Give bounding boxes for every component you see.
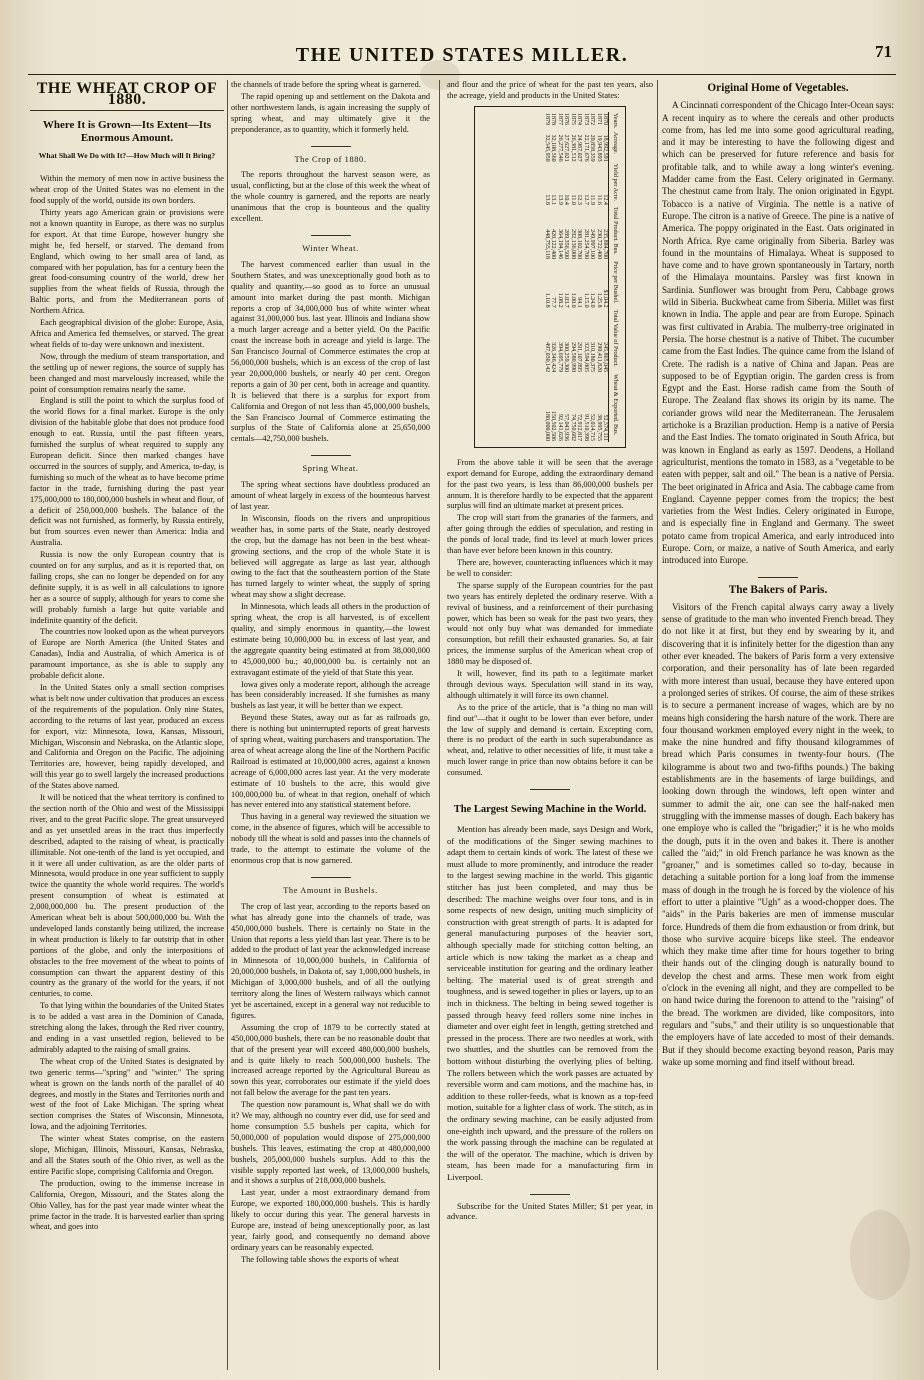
article-subtitle: Where It is Grown—Its Extent—Its Enormous Amount. (42, 118, 212, 144)
masthead-title: THE UNITED STATES MILLER. (295, 44, 629, 66)
section-heading: The Crop of 1880. (294, 154, 367, 164)
table-cell: 52,014,715 (589, 413, 596, 441)
paragraph: and flour and the price of wheat for the past ten years, also the acreage, yield and products in the United States: (447, 80, 653, 100)
section-heading: The Amount in Bushels. (283, 885, 378, 895)
paragraph: Thus having in a general way reviewed the situation we come, in the absence of figures, which will be accessible to nobody till the wheat is sold and passes into the channels of trade, to the attempt to estimate the volume of the enormous crop that is now garnered. (231, 812, 430, 865)
paragraph: Thirty years ago American grain or provisions were not a known quantity in Europe, as there was no surplus for export. At that time Europe, however hungry she might be, fed herself, or starved. The demand from England, which owing to her small area of land, as compared with her population, has for a century been the great food-consuming country of the world, drew her supplies from the wheat fields of Russia, through the Baltic ports, and from the Mediterranean ports of Northern Africa. (30, 208, 224, 316)
table-header: Yield per Acre. (609, 162, 620, 205)
table-row (583, 112, 590, 442)
table-cell: 448,755,118 (544, 229, 550, 259)
masthead (28, 40, 896, 75)
section-divider (530, 789, 570, 790)
table-cell: 32,545,950 (544, 134, 550, 162)
section-divider (311, 455, 351, 456)
table-cell: 10.4 (563, 194, 570, 205)
table-row (589, 112, 596, 442)
table-cell: 32,108,560 (550, 134, 557, 162)
paragraph: The winter wheat States comprise, on the eastern slope, Michigan, Illinois, Missouri, Kansas, Nebraska, and all the States south of the Ohio river, as well as the entire Pacific slope, comprising California and Oregon. (30, 1134, 224, 1176)
table-cell: 52,574,111 (602, 414, 609, 441)
section-heading: Winter Wheat. (302, 243, 359, 253)
article-title: THE WHEAT CROP OF 1880. (30, 84, 224, 111)
table-header: Total Product. Bus. (609, 206, 620, 260)
table-cell: 1878 (550, 112, 557, 125)
paragraph: The production, owing to the immense increase in California, Oregon, Missouri, and the States along the Ohio Valley, has for the past year made winter wheat the prime factor in the trade. It is harvested earlier than spring wheat, and goes into (30, 1178, 224, 1232)
section-divider (311, 235, 351, 236)
paragraph: The countries now looked upon as the wheat purveyors of Europe are North America (the United States and Canadas), India and Australia, of which America is of paramount importance, as she is able to supply any probable deficit alone. (30, 627, 224, 681)
table-row (596, 112, 603, 442)
paragraph: Assuming the crop of 1879 to be correctly stated at 450,000,000 bushels, there can be no reasonable doubt that that of the present year will exceed 480,000,000 bushels, and is quite likely to reach 500,000,000 bushels. The increased acreage reported by the Agricultural Bureau as sown this year, corroborates our estimate if the yield does not fall below the average for the past ten years. (231, 1022, 430, 1098)
table-cell: 1875 (570, 112, 576, 125)
table-cell: 394,695,779 (557, 341, 563, 372)
table-cell: 323,594,805 (583, 341, 589, 372)
table-cell: 1.03.7 (563, 292, 570, 308)
table-cell: 230,722,400 (596, 228, 602, 259)
table-row (563, 112, 570, 442)
table-cell: 1.08.2 (557, 292, 563, 308)
section-heading: Spring Wheat. (302, 464, 359, 474)
paragraph: Each geographical division of the globe: Europe, Asia, Africa and America fed themselves, or starved. The great wheat fields of to-day were unknown and inexistent. (30, 318, 224, 349)
paragraph: England is still the point to which the surplus food of the world flows for a final market. Europe is the only division of the habitable globe that does not produce food enough to eat. Russia, until the past fifteen years, furnished the surplus of wheat required to supply any European deficit. Since then marked changes have occurred in the sources of supply, and America, to-day, is furnishing so much of the wheat as to have become prime factor in the trade, furnishing during the past year 175,000,000 to 180,000,000 bushels in wheat and flour, of a deficit of 250,000,000 bushels. The balance of the deficit was not furnished, as formerly, by Russia entirely, but from sources even newer than America: India and Australia. (30, 396, 224, 548)
table-cell: 26,381,512 (570, 134, 576, 162)
table-cell: 245,865,045 (602, 341, 609, 372)
paragraph: The rapid opening up and settlement on the Dakota and other northwestern lands, is again increasing the supply of spring wheat, and may ultimately give it the preponderance, as to quantity, which it formerly held. (231, 91, 430, 134)
table-cell: 13.8 (544, 194, 550, 205)
paragraph: Mention has already been made, says Design and Work, of the modifications of the Singer sewing machines to adapt them to certain kinds of work. The latest of these we must allude to more prominently, and introduce the reader to the largest sewing machine in the world. This gigantic stitcher has just been completed, and may thus be described: The machine weighs over four tons, and is in some respects of new design, uniting much simplicity of construction with great strength of parts. It is adapted for general manufacturing purposes of the heavier sort, although specially made for stitching cotton belting, an article which is now taking the market as a cheap and serviceable institution for gearing and the ordinary leather belting. The material used is of great strength and toughness, and is sewed together in plies or layers, up to an inch in thickness. The belting in being sewed together is passed through heavy feed rollers some nine inches in diameter and over eight feet in length, getting stretched and pressed in the process. There are two needles at work, with two shuttles, and the shuttles can be removed from the bottom without disturbing the overlying plies of belting. The rollers between which the work passes are actuated by reversible worm and cam motions, and the machine has, in addition to these roller-feeds, what is known as a top-feed motion, suitable for a lighter class of work. The stitch, as in the ordinary sewing machine, can be easily adjusted from one-eighth inch upward, and the pressure of the rollers on the work passing through the machine can be regulated at the will of the operator. The machine, which is driven by steam, has been made for a manufacturing firm in Liverpool. (447, 824, 653, 1182)
table-cell: 24,967,027 (576, 134, 583, 162)
table-cell: 19,943,893 (596, 134, 602, 162)
table-cell: 22,171,676 (583, 134, 589, 162)
subscribe-notice: Subscribe for the United States Miller; $1 per year, in advance. (447, 1200, 653, 1222)
section-divider (530, 1194, 570, 1195)
table-cell: 180,000,000 (544, 410, 550, 441)
wheat-statistics-table (474, 106, 626, 448)
table-cell: 326,346,424 (550, 341, 557, 372)
column-4 (662, 80, 894, 1370)
paragraph: In Minnesota, which leads all others in the production of spring wheat, the crop is all harvested, is of excellent quality, and simply enormous in quantity,—the lowest estimate being 10,000,000 bu. in excess of last year, and the aggregate quantity being estimated at from 38,000,000 to 45,000,000 bu.; 40,000,000 bu. is certainly not an extravagant estimate of the yield of that State this year. (231, 602, 430, 677)
table-cell: 11.0 (570, 194, 576, 205)
article-title: The Bakers of Paris. (728, 583, 828, 596)
column-rule (227, 80, 228, 1370)
table-cell: 11.6 (596, 194, 602, 205)
table-cell: 1874 (576, 112, 583, 125)
table-cell: 26,277,546 (557, 134, 563, 162)
table-cell: 91,510,398 (583, 413, 589, 441)
table-cell: 12.4 (602, 194, 609, 205)
paragraph: The following table shows the exports of wheat (241, 1254, 399, 1264)
table-cell: 94.1 (576, 296, 583, 308)
table-cell: 1876 (563, 112, 570, 125)
table-cell: 235,884,700 (602, 228, 609, 259)
table-cell: 1.25.8 (596, 292, 602, 308)
paragraph: The harvest commenced earlier than usual in the Southern States, and was unexceptionally good both as to quality and quantity,—so good as to force an unusual amount into market during the past month. Michigan reports a crop of 34,000,000 bus of white winter wheat against 31,000,000 bus. last year. Illinois and Indiana show a much larger acreage and a better yield. On the Pacific coast the increase both in acreage and yield is large. The San Francisco Journal of Commerce estimates the crop at 56,000,000 bushels, which is an excess of the crop of last year 20,000,000 bushels, or nearly 40 per cent. Oregon reports a gain of 30 per cent, both in acreage and quantity. It is believed that there is a surplus for export from California and Oregon of not less than 45,000,000 bushels, the San Francisco Journal of Commerce estimating the surplus of the State of California alone at 25,650,000 centals—42,750,000 bushels. (231, 259, 430, 444)
column-rule (439, 80, 440, 1370)
table-cell: 294,580,990 (570, 341, 576, 372)
table-cell: 292,136,000 (570, 228, 576, 259)
table-cell: 57,043,936 (563, 413, 570, 441)
table-cell: 20,858,359 (589, 134, 596, 162)
table-cell: 77.7 (550, 296, 557, 308)
table-cell: 38,995,755 (596, 413, 602, 441)
table-cell: 1.00.0 (570, 292, 576, 308)
table-cell: 1873 (583, 112, 589, 125)
table-cell: 12.7 (583, 194, 589, 205)
table-cell: 300,259,300 (563, 341, 570, 372)
paragraph: Beyond these States, away out as far as railroads go, there is nothing but uninterrupted reports of great harvests of spring wheat, waiting purchasers and transportation. The area of wheat acreage along the line of the Northern Pacific Railroad is estimated at 10,000,000 acres, against a known acreage of 6,000,000 acres last year. At the very moderate estimate of 10 bushels to the acre, this would give 100,000,000 bu. of wheat in that region, onehalf of which has never entered into any statistical statement before. (231, 713, 430, 810)
table-cell: 12.3 (576, 194, 583, 205)
table-row (557, 112, 564, 442)
paragraph: It will be noticed that the wheat territory is confined to the section north of the Ohio and west of the Mississippi river, and to the great Pacific slope. The great unsurveyed and as yet unsettled areas in the tract thus imperfectly described, adapted to the raising of wheat, is practically illimitable. Not one-tenth of the land is yet occupied, and it it were all under cultivation, as are the older parts of Minnesota, would produce in one year sufficient to supply twice the quantity the whole world requires. The world's present consumption of wheat is estimated at 2,000,000,000 bu. The present production of the American wheat belt is about 500,000,000 bu. With the undeveloped lands constantly being utilized, the increase in wheat production is likely to far outstrip that in other portions of the globe, and only the interpositions of obstacles to the free movement of the wheat to points of consumption can thwart the apparent destiny of this country as the granary of the world for the years, if not centuries, to come. (30, 793, 224, 999)
table-cell: 1.15.0 (583, 292, 589, 308)
table-cell: 291,107,895 (576, 341, 583, 372)
paragraph: From the above table it will be seen that the average export demand for Europe, adding the extraordinary demand for the past two years, is less than 86,000,000 bushels per annum. It is therefore hardly to be expected that the apparent surplus will find an ultimate market at present prices. (447, 457, 653, 511)
article-subtitle-2: What Shall We Do with It?—How Much will It Bring? (38, 150, 216, 160)
paragraph: In Wisconsin, floods on the rivers and unpropitious weather has, in some parts of the State, nearly destroyed the crop, but the damage has not been in the best wheat-growing sections, and the crop of the whole State it is believed will aggregate as large as last year, although owing to the fact that the southeastern portion of the State has turned largely to winter wheat, the supply of spring wheat may show a slight decrease. (231, 513, 430, 600)
section-divider (311, 146, 351, 147)
table-cell: 1879 (544, 112, 550, 125)
table-cell: $1.04.2 (602, 289, 609, 308)
table-cell: 281,254,700 (583, 228, 589, 259)
page-number: 71 (875, 42, 892, 61)
table-header: Years. (609, 112, 620, 131)
paragraph: As to the price of the article, that is "a thing no man will find out"—that it ought to be lower than ever before, under the law of supply and demand is certain. Excepting corn, there is no product of the earth in such superabundance as wheat, and, relative to other necessities of life, it must take a much lower range in price than now obtains before it can be consumed. (447, 702, 653, 778)
table-header: Total Value of Product. (609, 308, 620, 373)
table-cell: 364,194,146 (557, 228, 563, 259)
table-cell: 13.1 (550, 194, 557, 205)
section-divider (758, 577, 798, 578)
table-row (576, 112, 583, 442)
paragraph: It will, however, find its path to a legitimate market through devious ways. Speculation will stand in its way, although ultimately it will force its own channel. (447, 669, 653, 700)
paragraph: Last year, under a most extraordinary demand from Europe, we exported 180,000,000 bushels. This is hardly likely to occur during this year. The general harvests in Europe are, instead of being unexceptionally poor, as last year, fairly good, and consequently no demand above ordinary years can be reasonably expected. (231, 1188, 430, 1252)
table-row (544, 112, 551, 442)
table-row (602, 112, 609, 442)
table-header: Price per Bushel. (609, 260, 620, 309)
table-header: Wheat & Exported. Bus. (609, 373, 620, 442)
table-cell: 1872 (589, 112, 596, 125)
table-cell: 290,411,820 (596, 342, 602, 372)
paragraph: The question now paramount is, What shall we do with it? We may, although no country ever did, use for seed and home consumption 5.5 bushels per capita, which for 50,000,000 of population would dispose of 275,000,000 bushels. This leaves, estimating the crop at 480,000,000 bushels, 205,000,000 bushels surplus. Add to this the visible supply reported last week, of 13,000,000 bushels, and it shows a surplus of 218,000,000 bushels. (231, 1100, 430, 1186)
table-cell: 92,141,626 (557, 413, 563, 441)
table-cell: 1.10.8 (544, 292, 550, 308)
paragraph: Russia is now the only European country that is counted on for any surplus, and as it is reported that, on failing crops, she can no longer be depended on for any definite supply, it is as well in all calculations to ignore her as a source of supply, although for years to come she will probably furnish a large but quite variable and indefinite quantity of the deficit. (30, 550, 224, 625)
table-cell: 289,356,500 (563, 228, 570, 259)
column-rule (657, 80, 658, 1370)
table-header: Acreage. (609, 131, 620, 163)
table-cell: 1877 (557, 112, 563, 125)
paragraph: The crop will start from the granaries of the farmers, and after going through the eddies of speculation, and resting in the ponds of local trade, find its level at much lower prices than have ever before been known in this country. (447, 513, 653, 556)
table-cell: 74,750,682 (570, 413, 576, 441)
table-cell: 497,030,142 (544, 341, 550, 372)
paragraph: There are, however, counteracting influences which it may be well to consider: (447, 557, 653, 578)
table-cell: 27,627,021 (563, 134, 570, 162)
table-cell: 11.9 (589, 194, 596, 205)
paragraph: To that lying within the boundaries of the United States is to be added a vast area in the Dominion of Canada, stretching along the lakes, through the Red river country, and ending in a vast unsettled region, believed to be admirably adapted to the raising of small grains. (30, 1001, 224, 1054)
paragraph: The wheat crop of the United States is designated by two generic terms—"spring" and "winter." The spring wheat is grown on the lands north of the parallel of 40 degrees, and mostly in the States and Territories north and west of the foot of Lake Michigan. The spring wheat section comprises the States of Wisconsin, Minnesota, Iowa, and the adjoining Territories. (30, 1056, 224, 1132)
paragraph: The sparse supply of the European countries for the past two years has entirely depleted the ordinary reserve. With a revival of business, and a reinforcement of their purchasing power, which has been so weak for the past two years, they would not only buy what was demanded for immediate consumption, but refill their exhausted granaries. So, at fair prices, the immense surplus of the American wheat crop of 1880 may be disposed of. (447, 580, 653, 667)
article-title: Original Home of Vegetables. (707, 82, 849, 94)
section-divider (311, 877, 351, 878)
table-cell: 1871 (596, 112, 602, 125)
column-2 (231, 80, 430, 1370)
table-cell: 1.24.0 (589, 292, 596, 308)
table-cell: 1870 (602, 112, 609, 125)
paragraph: The reports throughout the harvest season were, as usual, conflicting, but at the close of this week the wheat of the whole country is garnered, and the reports are nearly unanimous that the crop is bounteous and the quality excellent. (231, 170, 430, 224)
table-row (570, 112, 577, 442)
table-cell: 13.9 (557, 194, 563, 205)
paragraph: The spring wheat sections have doubtless produced an amount of wheat largely in excess of the bounteous harvest of last year. (231, 480, 430, 511)
paragraph: A Cincinnati correspondent of the Chicago Inter-Ocean says: A recent inquiry as to where the cereals and other products come from, has led me into some good agricultural reading, and it may be interesting to have the following digest and which can be preserved for future reference and basis for profitable talk, and to while away a long winter's evening. Madder came from the East. Celery originated in Germany. The chestnut came from Italy. The onion originated in Egypt. Tobacco is a native of Virginia. The nettle is a native of Europe. The citron is a native of Greece. The pine is a native of America. The poppy originated in the East. Oats originated in North Africa. Rye came originally from Siberia. Barley was found in the mountains of Himalaya. Wheat is supposed to have come and to have grown spontaneously in Tartary, north of the Himalaya mountains. Parsley was first known in Sardinia. Sunflower was brought from Peru, Cabbage grows wild in Siberia. Buckwheat came from Siberia. Millet was first known in India. The apple and pear are from Europe. Spinach was first cultivated in Arabia. The mulberry-tree originated in Persia. The horse chestnut is a native of Thibet. The cucumber came from the East Indies. The quince came from the Island of Crete. The radish is a native of China and Japan. Peas are supposed to be of Egyptian origin. The garden cress is from Egypt and the East. Horse radish came from the South of Europe. The Zealand flax shows its origin by its name. The coriander grows wild near the Mediterranean. The Jerusalem artichoke is a Brazilian production. Hemp is a native of Persia and the East Indies. The tomato originated in South Africa, but was known in England as early as 1597. Deodens, a Holland agriculturist, mentions the tomato in 1583, as a "vegetable to be eaten with pepper, salt and oil." The bean is a native of Persia. The beet originated in Africa and Asia. The cabbage came from England. Cayenne pepper comes from the tropics; the best varieties from the West Indies. Celery originated in Europe, and is especially fine in England and Germany. The sweet potato came from tropical America, and early introduced into Europe. Corn, or maize, a native of South America, and early introduced into Europe. (662, 100, 894, 566)
table-cell: 150,502,506 (550, 410, 557, 441)
table-row (550, 112, 557, 442)
table-cell: 249,997,100 (589, 228, 596, 259)
table-cell: 310,180,375 (589, 341, 596, 372)
paragraph: Iowa gives only a moderate report, although the acreage has been considerably increased. If she furnishes as many bushels as last year, it will be better than we expect. (231, 679, 430, 711)
table-cell: 420,122,400 (550, 228, 557, 259)
column-1 (30, 80, 224, 1370)
table-cell: 308,102,700 (576, 228, 583, 259)
table-cell: 72,912,817 (576, 413, 583, 441)
paragraph: Now, through the medium of steam transportation, and the settling up of newer regions, the source of supply has been changed and most marvelously increased, while the point of consumption remains nearly the same. (30, 351, 224, 394)
paragraph: The crop of last year, according to the reports based on what has already gone into the channels of trade, was 450,000,000 bushels. There is certainly no State in the Union that reports a less yield than last year. There is to be added to the product of last year the acknowledged increase in Minnesota of 10,000,000 bushels, in California of 20,000,000 bushels, in Dakota of, say 1,000,000 bushels, in Michigan of 3,000,000 bushels, and of all the outlying territory along the lines of Western railways which cannot yet be ascertained, except in a general way not reducible to figures. (231, 901, 430, 1020)
paragraph: the channels of trade before the spring wheat is garnered. (231, 80, 421, 89)
paragraph: Within the memory of men now in active business the wheat crop of the United States was no element in the food supply of the world, outside its own borders. (30, 174, 224, 206)
column-3 (447, 80, 653, 1370)
paragraph: In the United States only a small section comprises what is belt now under cultivation that produces an excess of the requirements of the population. Only nine States, according to the returns of last year, produced an excess for export, viz: Minnesota, Iowa, Kansas, Missouri, Michigan, Wisconsin and Nebraska, on the Atlantic slope, and California and Oregon on the Pacific. The adjoining Territories are, however, being rapidly developed, and will this year go to swell largely the increased productions of the States above named. (30, 683, 224, 791)
article-title: The Largest Sewing Machine in the World. (453, 804, 647, 816)
table-cell: 18,992,591 (602, 134, 609, 162)
paragraph: Visitors of the French capital always carry away a lively sense of gratitude to the man who invented French bread. They do not like it at first, but they end by swearing by it, and discovering that it is infinitely better for the digestion than any other ever kneaded. The bakers of Paris form a very extensive corporation, and their personality has of late been regarded with more interest than usual, because they have entered upon a prolonged series of strikes. Of course, the aim of these strikes is to secure a permanent increase of wages, which are by no means high considering the harsh nature of the work. There are four thousand workmen employed every night in the week, to make the nine hundred and fifty thousand kilogrammes of bread which Paris consumes in twenty-four hours. (The kilogramme is about two and two-fifths pounds.) The baking establishments are in the basements of large buildings, and looking down through the windows, left open winter and summer to admit the air, one can see the half-naked men struggling with the immense masses of dough. Each bakery has one employe who is called the "brigadier;" it is he who molds the dough, puts it in the oven and bakes it. There is another called the "aid;" in old French parlance he was known as the "groaner," and is sometimes called so to-day, because in detaching a suitable portion for a long loaf from the immense mass of dough in the trough he is forced by the violence of his effort to utter a plaintive "Ugh" as a wood-chopper does. The "aids" in the Paris bakeries are men of immense muscular force. Hundreds of them die from exhaustion or from drink, but those who survive acquire biceps like steel. The endeavor which they make time after time for hours together to bring their hands out of the clinging dough is naturally bound to develop the chest and arms. These men work from eight o'clock in the evening all night, and they are compelled to be on hand twice during the forenoon to attend to the "raising" of the bread. The workmen are divided, like compositors, into regulars and "subs," and their utility is so unquestionable that the employers have of late acceded to most of their demands. But if they should become exacting beyond reason, Paris may wake up some morning and find itself without bread. (662, 601, 894, 1067)
